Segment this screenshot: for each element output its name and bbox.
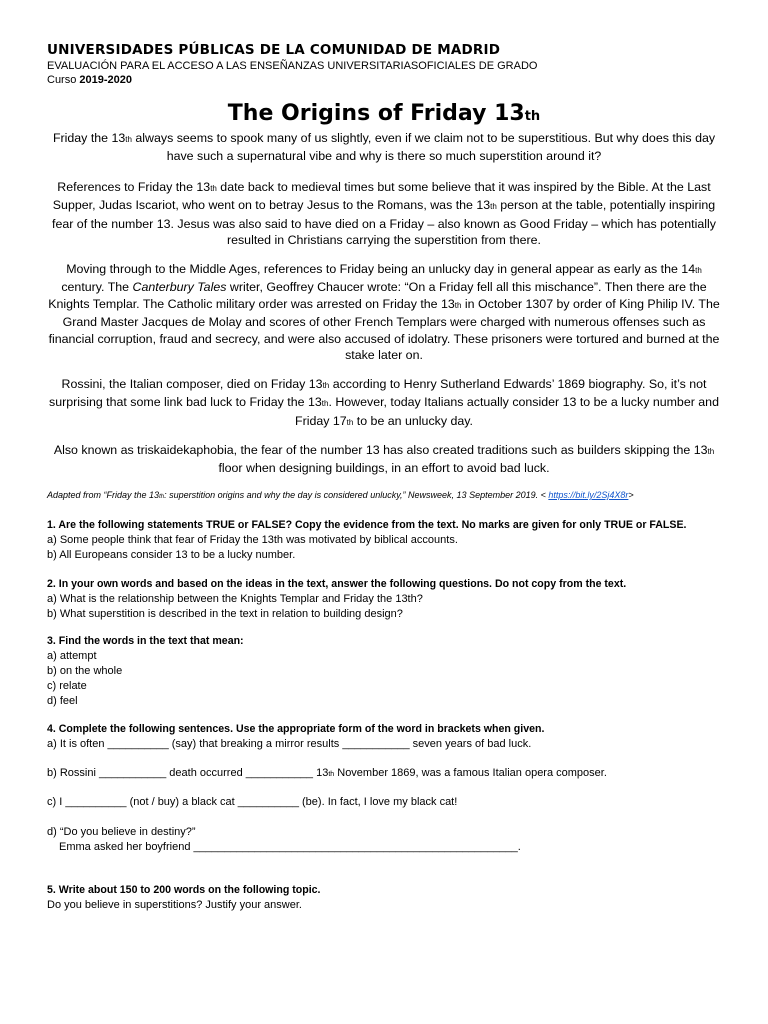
q4d-line-1: d) “Do you believe in destiny?” — [47, 826, 196, 838]
source-link[interactable]: https://bit.ly/2Sj4X8r — [548, 490, 629, 500]
source-ordinal: th — [159, 494, 165, 500]
p4-text-c: . However, today Italians actually consider 13 to be a lucky number and Friday 17 — [295, 395, 719, 428]
question-5 — [47, 883, 737, 913]
course-year: 2019-2020 — [79, 74, 133, 86]
question-3-item-b: b) on the whole — [47, 665, 123, 677]
title-suffix: th — [524, 109, 541, 124]
question-3-heading: 3. Find the words in the text that mean: — [47, 635, 244, 647]
p4-ordinal-1: th — [322, 381, 330, 390]
p2-ordinal-1: th — [210, 184, 217, 193]
p1-text-a: Friday the 13 — [52, 131, 126, 145]
question-2-heading: 2. In your own words and based on the ideas in the text, answer the following questions. Do not copy from the text. — [47, 578, 627, 590]
q4b-text-b: November 1869, was a famous Italian opera composer. — [334, 767, 607, 779]
p2-text-b: date back to medieval times but some believe that it was inspired by the Bible. At the Last Supper, Judas Iscariot, who went on to betray Jesus to the Romans, was the 13 — [52, 180, 711, 213]
page-title — [0, 101, 768, 126]
p5-text-a: Also known as triskaidekaphobia, the fear of the number 13 has also created traditions such as builders skipping the 13 — [53, 443, 708, 457]
question-5-prompt: Do you believe in superstitions? Justify your answer. — [47, 899, 302, 911]
course-label: Curso — [47, 74, 77, 86]
q4b-ordinal: th — [328, 771, 335, 778]
p4-text-a: Rossini, the Italian composer, died on Friday 13 — [61, 377, 323, 391]
question-1-item-b: b) All Europeans consider 13 to be a lucky number. — [47, 549, 296, 561]
q4b-text-a: b) Rossini ___________ death occurred ___________ 13 — [47, 767, 329, 779]
p2-text-a: References to Friday the 13 — [57, 180, 211, 194]
p3-book-title: Canterbury Tales — [132, 280, 227, 295]
p4-text-d: to be an unlucky day. — [353, 413, 473, 428]
question-4-item-a: a) It is often __________ (say) that breaking a mirror results ___________ seven years of bad luck. — [47, 738, 532, 750]
p1-text-b: always seems to spook many of us slightly, even if we claim not to be superstitious. But why does this day have such a supernatural vibe and why is there so much superstition around it? — [131, 131, 716, 164]
p4-ordinal-3: th — [346, 417, 354, 427]
p3-text-c: writer, Geoffrey Chaucer wrote: “On a Friday fell all this mischance”. Then there are the Knights Templar. The Catholic military order was arrested on Friday the 13 — [48, 280, 707, 311]
p3-ordinal-2: th — [454, 300, 462, 310]
p3-text-a: Moving through to the Middle Ages, references to Friday being an unlucky day in general appear as early as the 14 — [66, 262, 696, 276]
p2-ordinal-2: th — [490, 202, 497, 212]
p4-text-b: according to Henry Sutherland Edwards’ 1869 biography. So, it’s not surprising that some link bad luck to Friday the 13 — [49, 377, 707, 410]
source-citation — [47, 490, 727, 500]
p2-text-c: person at the table, potentially inspiring fear of the number 13. Jesus was also said to have died on a Friday – also known as Good Friday – which has potentially resulted in Christians carrying the superstition from there. — [52, 198, 716, 248]
p1-ordinal: th — [125, 135, 132, 144]
university-header: UNIVERSIDADES PÚBLICAS DE LA COMUNIDAD DE MADRID — [47, 42, 501, 58]
question-3-item-d: d) feel — [47, 695, 78, 707]
exam-subheader: EVALUACIÓN PARA EL ACCESO A LAS ENSEÑANZAS UNIVERSITARIASOFICIALES DE GRADO — [47, 60, 538, 72]
title-text: The Origins of Friday 13 — [227, 101, 525, 126]
p3-text-d: in October 1307 by order of King Philip IV. The Grand Master Jacques de Molay and scores of other French Templars were charged with numerous offenses such as financial corruption, fraud and secrecy, and were also accused of idolatry. These prisoners were tortured and burned at the stake later on. — [48, 296, 720, 363]
question-4 — [47, 722, 737, 752]
question-1 — [47, 518, 737, 563]
paragraph-2 — [44, 179, 724, 249]
question-1-heading: 1. Are the following statements TRUE or FALSE? Copy the evidence from the text. No marks are given for only TRUE or FALSE. — [47, 519, 687, 531]
source-text-c: > — [628, 490, 634, 500]
question-2-item-a: a) What is the relationship between the Knights Templar and Friday the 13th? — [47, 593, 423, 605]
question-3-item-a: a) attempt — [47, 650, 97, 662]
p3-ordinal-1: th — [695, 266, 702, 275]
question-5-heading: 5. Write about 150 to 200 words on the following topic. — [47, 884, 321, 896]
q4c-text: c) I __________ (not / buy) a black cat __________ (be). In fact, I love my black cat! — [47, 796, 458, 808]
question-3-item-c: c) relate — [47, 680, 87, 692]
p5-ordinal: th — [707, 447, 715, 456]
question-4-heading: 4. Complete the following sentences. Use the appropriate form of the word in brackets when given. — [47, 723, 545, 735]
source-text-a: Adapted from “Friday the 13 — [47, 490, 160, 500]
paragraph-3 — [44, 261, 724, 363]
question-4-item-d — [47, 825, 737, 855]
q4d-line-2: Emma asked her boyfriend _____________________________________________________. — [59, 841, 521, 853]
question-2 — [47, 577, 737, 622]
question-4-item-b — [47, 766, 737, 782]
question-4-item-c — [47, 795, 737, 810]
source-text-b: : superstition origins and why the day is considered unlucky,” Newsweek, 13 September 2019. < — [164, 490, 549, 500]
question-2-item-b: b) What superstition is described in the text in relation to building design? — [47, 608, 403, 620]
course-line — [47, 74, 132, 86]
paragraph-1 — [44, 130, 724, 165]
question-1-item-a: a) Some people think that fear of Friday the 13th was motivated by biblical accounts. — [47, 534, 458, 546]
question-3 — [47, 634, 737, 709]
p4-ordinal-2: th — [321, 399, 329, 409]
paragraph-5 — [44, 442, 724, 477]
p3-text-b: century. The — [61, 280, 133, 295]
paragraph-4 — [44, 376, 724, 431]
p5-text-b: floor when designing buildings, in an effort to avoid bad luck. — [218, 461, 550, 476]
